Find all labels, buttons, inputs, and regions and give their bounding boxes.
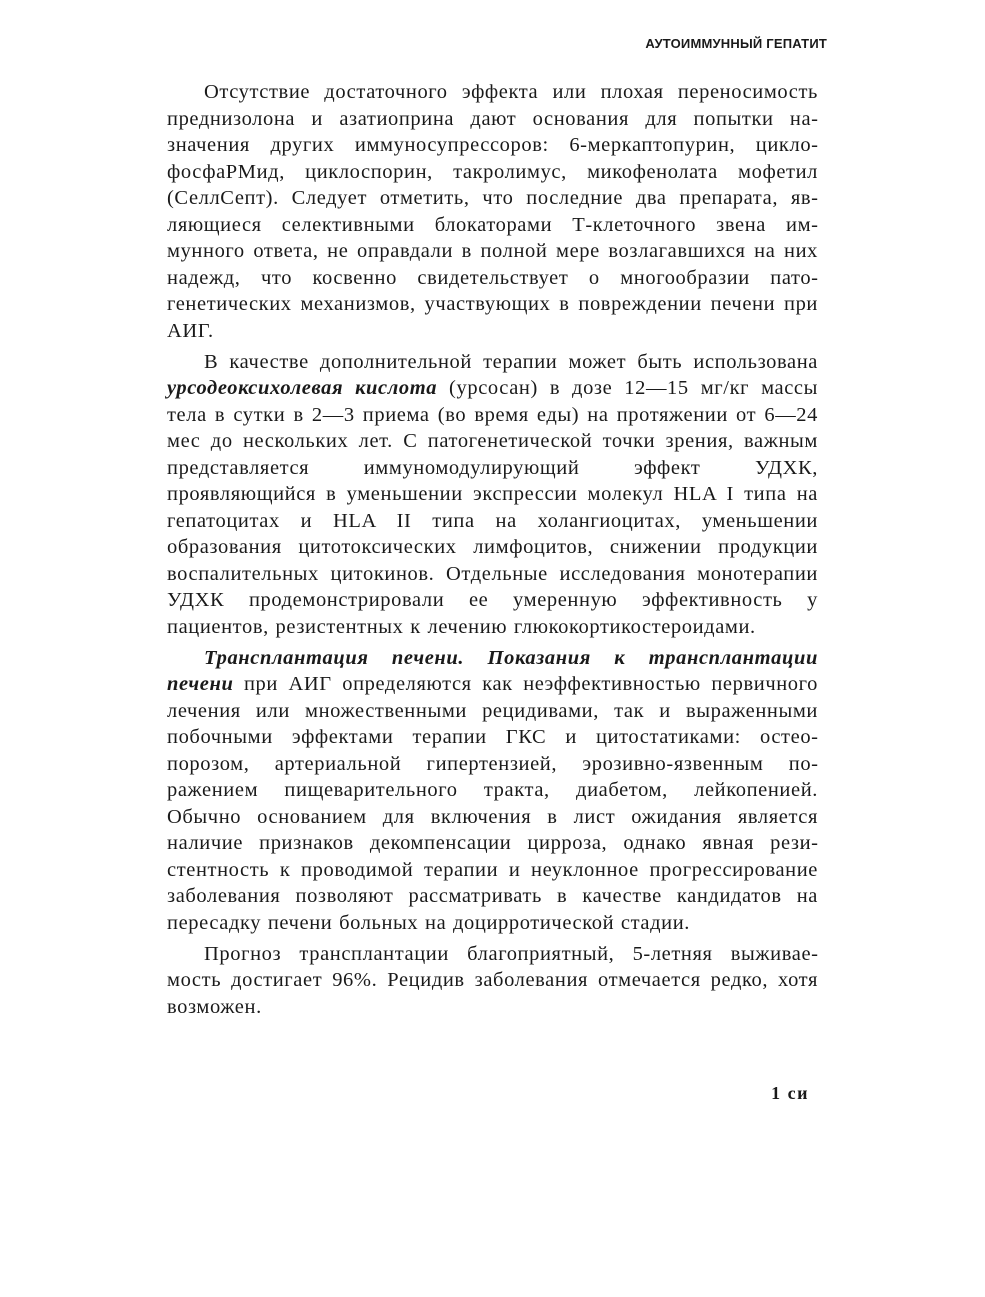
paragraph-ursodeoxycholic-acid (167, 349, 818, 641)
paragraph-transplant-prognosis: Прогноз трансплантации благоприятный, 5-летняя выживаемость достигает 96%. Рецидив заболевания отмечается редко, хотя возможен. (167, 942, 818, 1018)
paragraph-text: при АИГ определяются как неэффективностью первичного лечения или множественными рецидивами, так и выраженными побочными эффектами терапии ГКС и цитостатиками: остеопорозом, артериальной гипертензией, эрозивно-язвенным поражением пищеварительного тракта, диабетом, лейкопенией. Обычно основанием для включения в лист ожидания является наличие признаков декомпенсации цирроза, однако явная резистентность к проводимой терапии и неуклонное прогрессирование заболевания позволяют рассматривать в качестве кандидатов на пересадку печени больных на доцирротической стадии. (167, 673, 818, 934)
emphasized-heading: Трансплантация печени. Показания к трансплантации печени (167, 646, 818, 695)
paragraph-alternative-immunosuppressors: Отсутствие достаточного эффекта или плохая переносимость преднизолона и азатиоприна дают основания для попытки назначения других иммуносупрессоров: 6-меркаптопурин, циклофосфаРМид, циклоспорин, такролимус, микофенолата мофетил (СеллСепт). Следует отметить, что последние два препарата, являющиеся селективными блокаторами Т-клеточного звена иммунного ответа, не оправдали в полной мере возлагавшихся на них надежд, что косвенно свидетельствует о многообразии патогенетических механизмов, участвующих в повреждении печени при АИГ. (167, 81, 818, 342)
page-number: 1 си (771, 1083, 809, 1103)
paragraph-text: (урсосан) в дозе 12—15 мг/кг массы тела в сутки в 2—3 приема (во время еды) на протяжении от 6—24 мес до нескольких лет. С патогенетической точки зрения, важным представляется иммуномодулирующий эффект УДХК, проявляющийся в уменьшении экспрессии молекул HLA I типа на гепатоцитах и HLA II типа на холангиоцитах, уменьшении образования цитотоксических лимфоцитов, снижении продукции воспалительных цитокинов. Отдельные исследования монотерапии УДХК продемонстрировали ее умеренную эффективность у пациентов, резистентных к лечению глюкокортикостероидами. (167, 377, 818, 638)
paragraph-liver-transplantation (167, 645, 818, 937)
running-head: АУТОИММУННЫЙ ГЕПАТИТ (645, 36, 827, 51)
emphasized-term: урсодеоксихолевая кислота (167, 377, 438, 399)
body-text (167, 79, 818, 1025)
paragraph-text: В качестве дополнительной терапии может быть использована (204, 350, 818, 373)
